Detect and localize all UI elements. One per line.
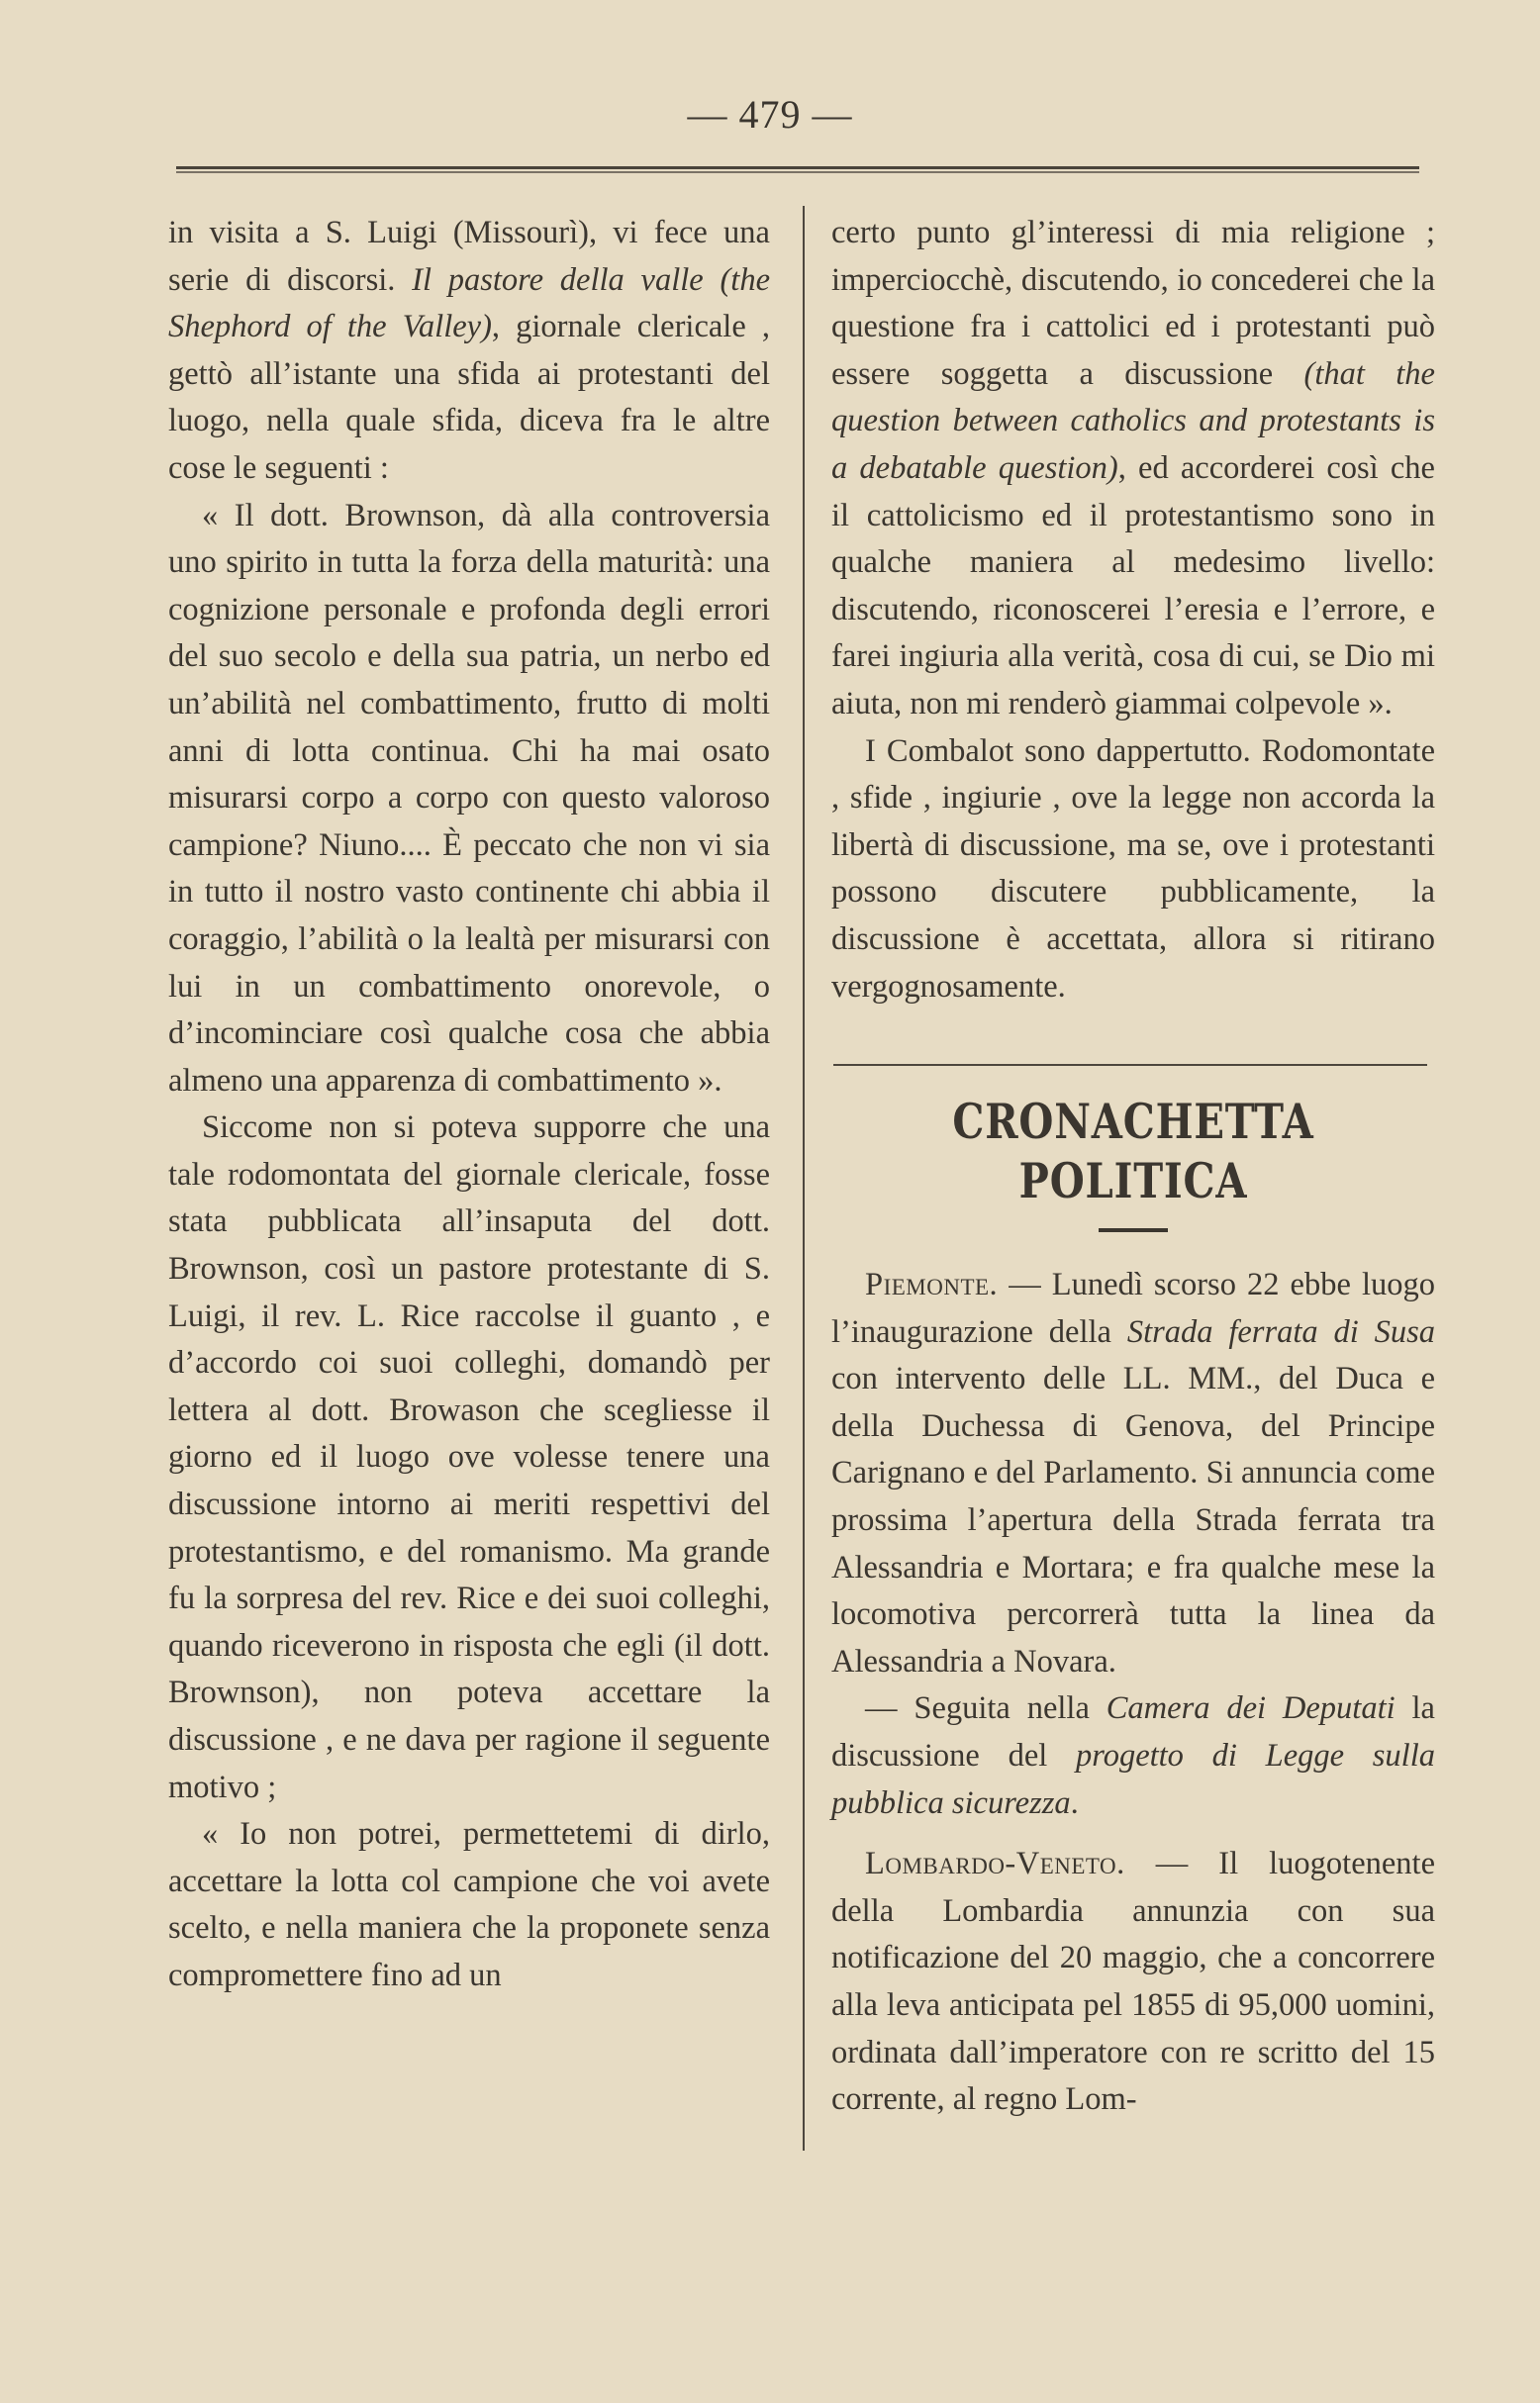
paragraph: Siccome non si poteva supporre che una tale rodomontata del giornale clericale, fosse stata pubblicata all’insaputa del dott. Brownson, così un pastore protestante di S. Luigi, il rev. L. Rice raccolse il guanto , e d’accordo coi suoi colleghi, domandò per lettera al dott. Browason che scegliesse il giorno ed il luogo ove volesse tenere una discussione intorno ai meriti respettivi del protestantismo, e del romanismo. Ma grande fu la sorpresa del rev. Rice e dei suoi colleghi, quando riceverono in risposta che egli (il dott. Brownson), non poteva accettare la discussione , e ne dava per ragione il seguente motivo ; [168,1109,770,1805]
paragraph: in visita a S. Luigi (Missourì), vi fece una serie di discorsi. Il pastore della valle (the Shephord of the Valley), giornale clericale , gettò all’istante una sfida ai protestanti del luogo, nella quale sfida, diceva fra le altre cose le seguenti : [168,215,770,486]
paragraph: « Il dott. Brownson, dà alla controversia uno spirito in tutta la forza della maturità: una cognizione personale e profonda degli errori del suo secolo e della sua patria, un nerbo ed un’abilità nel combattimento, frutto di molti anni di lotta continua. Chi ha mai osato misurarsi corpo a corpo con questo valoroso campione? Niuno.... È peccato che non vi sia in tutto il nostro vasto continente chi abbia il coraggio, l’abilità o la lealtà per misurarsi con lui in un combattimento onorevole, o d’incominciare così qualche cosa che abbia almeno una apparenza di combattimento ». [168,497,770,1099]
region-lead: Lombardo-Veneto. [865,1846,1125,1882]
paragraph: I Combalot sono dappertutto. Rodomontate , sfide , ingiurie , ove la legge non accorda la libertà di discussione, ma se, ove i protestanti possono discutere pubblicamente, la discussione è accettata, allora si ritirano vergognosamente. [831,732,1435,1005]
header-rule [176,166,1419,173]
page-number: — 479 — [687,92,853,137]
paragraph-gap [831,1827,1435,1841]
region-lead: Piemonte. [865,1267,999,1303]
paragraph: Piemonte. — Lunedì scorso 22 ebbe luogo l’inaugurazione della Strada ferrata di Susa con intervento delle LL. MM., del Duca e della Duchessa di Genova, del Principe Carignano e del Parlamento. Si annuncia come prossima l’apertura della Strada ferrata tra Alessandria e Mortara; e fra qualche mese la locomotiva percorrerà tutta la linea da Alessandria a Novara. [831,1267,1436,1680]
section-title: CRONACHETTA POLITICA [952,1093,1314,1210]
paragraph: « Io non potrei, permettetemi di dirlo, accettare la lotta col campione che voi avete scelto, e nella maniera che la proponete senza compromettere fino ad un [168,1816,770,1993]
title-underline [1099,1228,1168,1232]
left-column [168,210,770,2000]
paragraph: — Seguita nella Camera dei Deputati la discussione del progetto di Legge sulla pubblica sicurezza. [831,1690,1435,1821]
right-column [831,210,1435,2124]
paragraph: Lombardo-Veneto. — Il luogotenente della Lombardia annunzia con sua notificazione del 20 maggio, che a concorrere alla leva anticipata pel 1855 di 95,000 uomini, ordinata dall’imperatore con re scritto del 15 corrente, al regno Lom- [831,1846,1435,2118]
column-divider [803,206,805,2151]
paragraph: certo punto gl’interessi di mia religione ; imperciocchè, discutendo, io concederei che la questione fra i cattolici ed i protestanti può essere soggetta a discussione (that the question between catholics and protestants is a debatable question), ed accorderei così che il cattolicismo ed il protestantismo sono in qualche maniera al medesimo livello: discutendo, riconoscerei l’eresia e l’errore, e farei ingiuria alla verità, cosa di cui, se Dio mi aiuta, non mi renderò giammai colpevole ». [831,215,1435,721]
section-rule [833,1064,1427,1066]
